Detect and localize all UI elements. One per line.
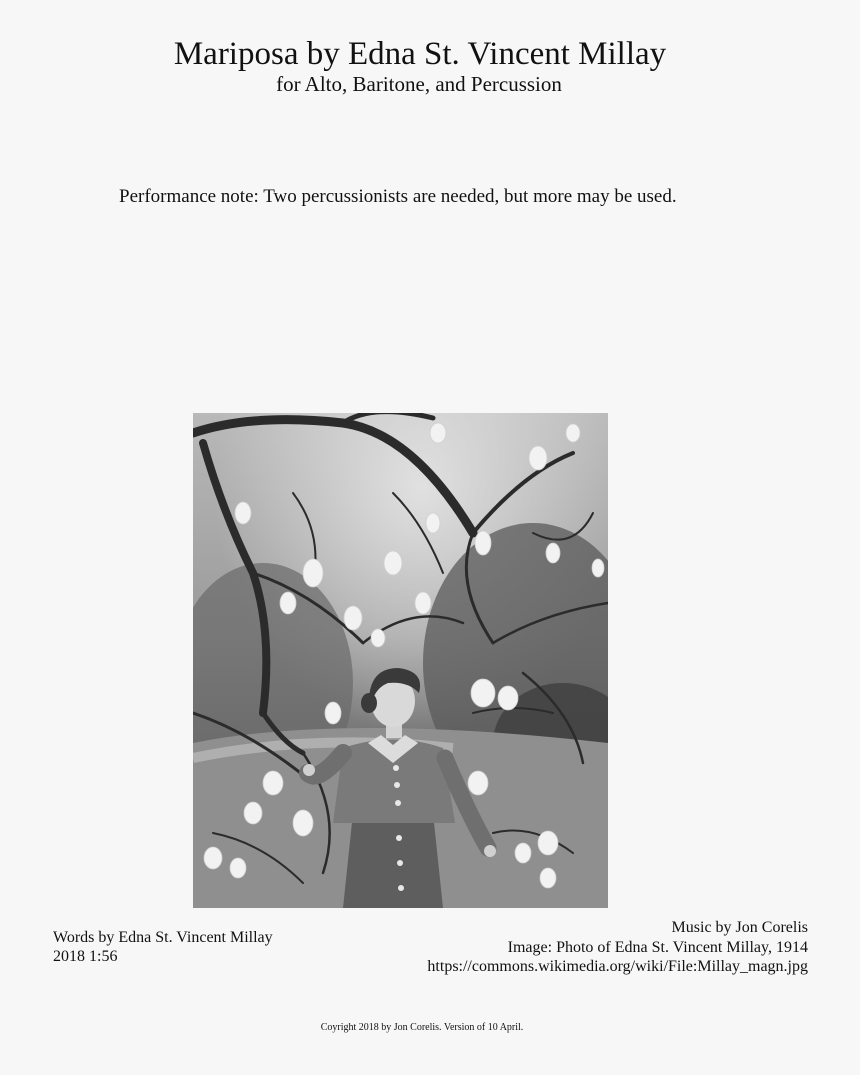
words-credit-block [53, 928, 273, 966]
image-credit: Image: Photo of Edna St. Vincent Millay, 1914 [507, 938, 808, 956]
date-duration: 2018 1:56 [53, 948, 118, 965]
image-url: https://commons.wikimedia.org/wiki/File:Millay_magn.jpg [427, 958, 808, 975]
music-credit-block [427, 918, 808, 977]
page-title: Mariposa by Edna St. Vincent Millay [173, 36, 667, 72]
performance-note: Performance note: Two percussionists are needed, but more may be used. [119, 186, 677, 207]
millay-photo [193, 413, 608, 908]
page-subtitle: for Alto, Baritone, and Percussion [276, 72, 562, 96]
music-credit: Music by Jon Corelis [671, 919, 808, 936]
photo-illustration [193, 413, 608, 908]
words-credit: Words by Edna St. Vincent Millay [53, 929, 273, 946]
copyright-notice: Coyright 2018 by Jon Corelis. Version of 10 April. [320, 1022, 524, 1033]
